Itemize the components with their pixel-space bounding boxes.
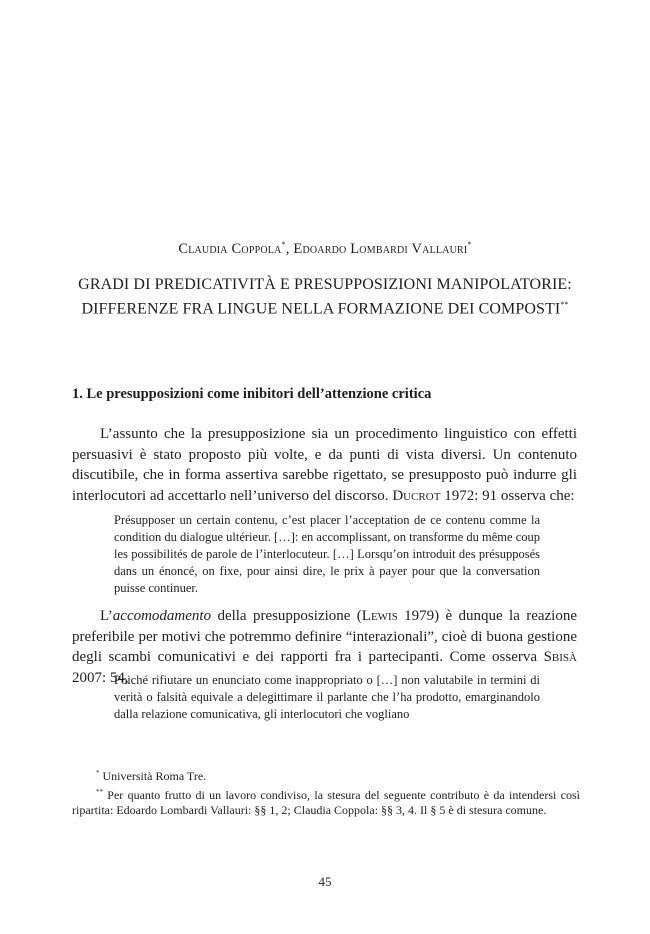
paragraph-text: L’assunto che la presupposizione sia un procedimento linguistico con effetti persuasivi è stato proposto più volte, e da punti di vista diversi. Un contenuto discutibile, che in forma assertiva sarebbe rigettato, se presupposto può indurre gli interlocutori ad accettarlo nell’universo del discorso. xyxy=(72,426,577,504)
footnote-marker: ** xyxy=(560,300,569,309)
footnotes xyxy=(72,766,580,819)
title-line: GRADI DI PREDICATIVITÀ E PRESUPPOSIZIONI MANIPOLATORIE: xyxy=(78,276,572,293)
footnote-marker: * xyxy=(467,240,472,249)
paragraph-text: L’ xyxy=(100,608,113,624)
citation-text: 1972: 91 osserva che: xyxy=(440,487,575,504)
citation-author: Ducrot xyxy=(392,487,441,504)
footnote xyxy=(72,785,580,819)
title-line-text: DIFFERENZE FRA LINGUE NELLA FORMAZIONE DEI COMPOSTI xyxy=(81,300,561,318)
block-quote: Poiché rifiutare un enunciato come inappropriato o […] non valutabile in termini di verità o falsità equivale a delegittimare il parlante che l’ha prodotto, emarginandolo dalla relazione comunicativa, gli interlocutori che vogliano xyxy=(114,673,540,721)
footnote-text: Per quanto frutto di un lavoro condiviso, la stesura del seguente contributo è da intendersi così ripartita: Edoardo Lombardi Vallauri: §§ 1, 2; Claudia Coppola: §§ 3, 4. Il § 5 è di stesura comune. xyxy=(72,787,580,817)
citation-author: Sbisà xyxy=(543,649,577,665)
title-line xyxy=(60,295,590,319)
paragraph-text: 2007: 54, xyxy=(72,669,129,686)
article-title xyxy=(60,275,590,319)
author-name: Edoardo Lombardi Vallauri xyxy=(293,240,468,257)
author-name: Claudia Coppola xyxy=(178,240,282,257)
author-separator: , xyxy=(285,240,294,257)
footnote-text: Università Roma Tre. xyxy=(99,769,207,783)
block-quote: Présupposer un certain contenu, c’est placer l’acceptation de ce contenu comme la condition du dialogue ultérieur. […]: en accomplissant, on transforme du même coup les possibilités de parole de l’interlocuteur. […] Lorsqu’on introduit des présupposés dans un énoncé, on fixe, pour ainsi dire, le prix à payer pour que la conversation puisse continuer. xyxy=(114,513,540,595)
footnote-marker: * xyxy=(96,769,100,777)
author-line xyxy=(0,240,650,258)
paragraph-text: della presupposizione ( xyxy=(211,608,362,624)
footnote xyxy=(72,766,580,785)
footnote-marker: ** xyxy=(96,787,103,796)
italic-term: accomodamento xyxy=(112,608,212,624)
page-number: 45 xyxy=(318,874,332,889)
body-paragraph xyxy=(72,424,577,506)
paragraph-text: 1979) è dunque la reazione preferibile per motivi che potremmo definire “interazionali”, cioè di buona gestione degli scambi comunicativi e dei rapporti fra i partecipanti. Come osserva xyxy=(72,608,578,665)
citation-author: Lewis xyxy=(361,608,398,624)
section-heading: 1. Le presupposizioni come inibitori dell’attenzione critica xyxy=(72,386,432,402)
footnote-marker: * xyxy=(281,240,286,249)
